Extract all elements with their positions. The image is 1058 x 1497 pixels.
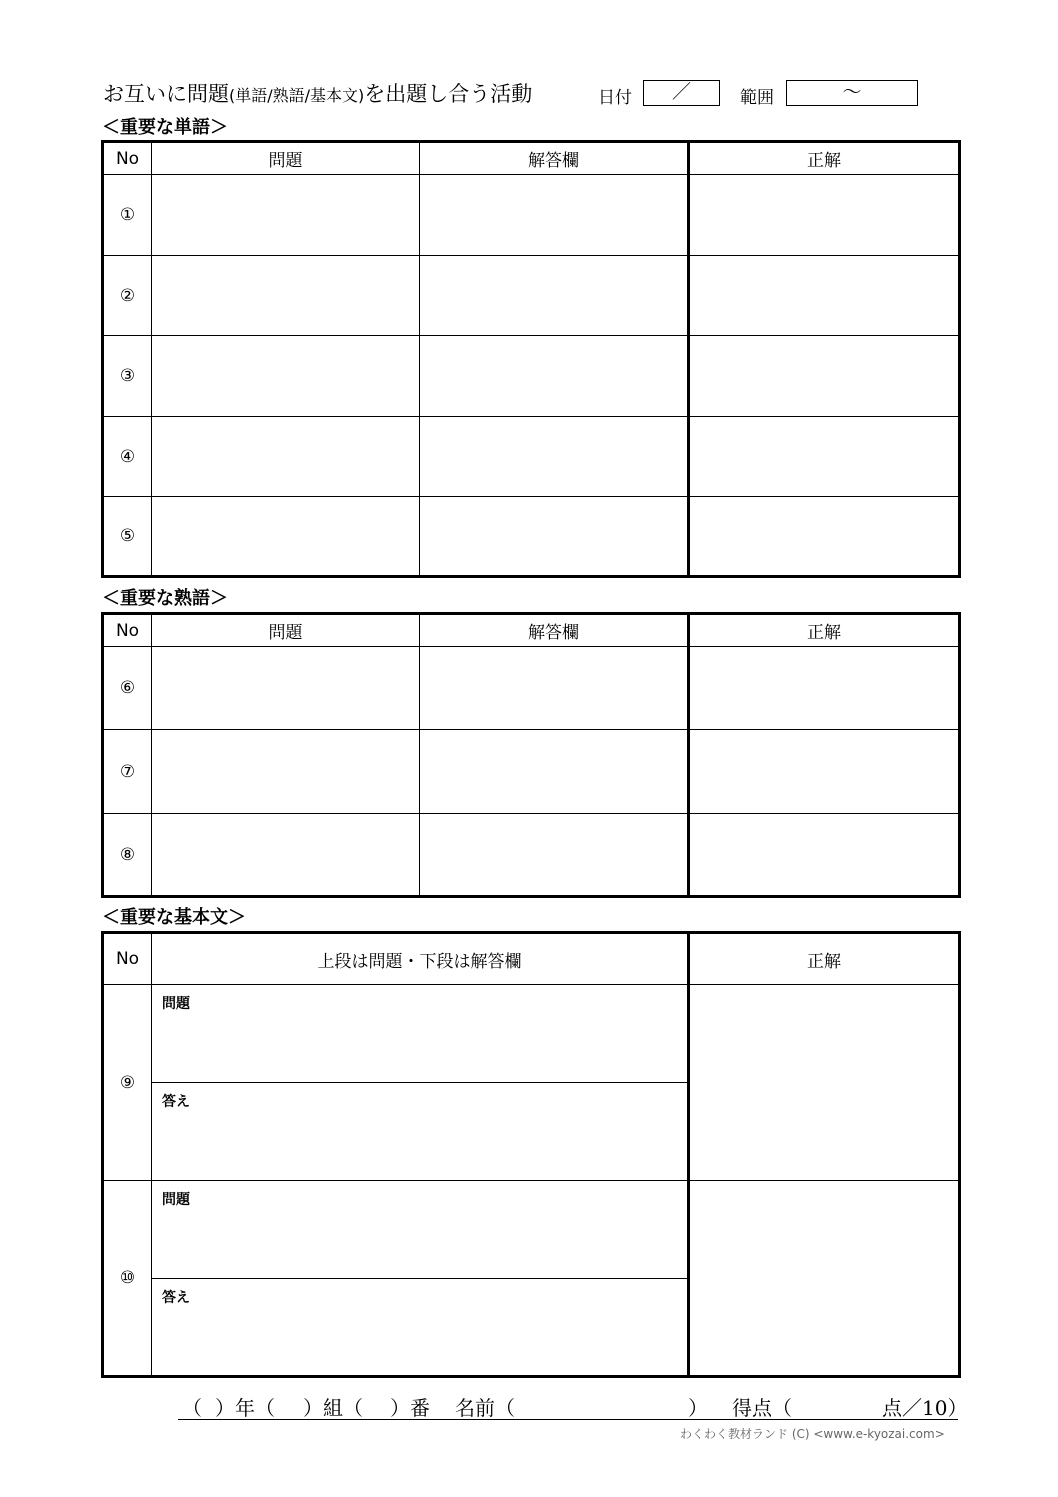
row-number: ①	[103, 175, 152, 256]
correct-cell[interactable]	[689, 985, 960, 1181]
question-cell[interactable]	[152, 175, 420, 256]
answer-label: 答え	[162, 1290, 190, 1306]
col-correct: 正解	[689, 933, 960, 985]
correct-cell[interactable]	[689, 647, 960, 730]
title-part-1: お互いに問題	[103, 82, 229, 106]
worksheet-title	[103, 78, 532, 108]
correct-cell[interactable]	[689, 336, 960, 417]
correct-cell[interactable]	[689, 1181, 960, 1377]
footer-class: ）組（	[303, 1396, 363, 1420]
row-number: ③	[103, 336, 152, 417]
row-number: ⑥	[103, 647, 152, 730]
col-no: No	[103, 614, 152, 647]
answer-label: 答え	[162, 1094, 190, 1110]
row-number: ⑧	[103, 814, 152, 897]
table-row	[103, 730, 960, 814]
col-answer: 解答欄	[420, 142, 689, 175]
answer-cell[interactable]	[420, 336, 689, 417]
date-label: 日付	[598, 88, 632, 108]
col-no: No	[103, 933, 152, 985]
phrases-header-row	[103, 614, 960, 647]
answer-cell[interactable]	[152, 1279, 689, 1377]
sentences-header-row	[103, 933, 960, 985]
footer-paren-open: （	[182, 1396, 202, 1420]
table-row	[103, 647, 960, 730]
footer-score-suffix: 点／10）	[882, 1396, 968, 1420]
col-correct: 正解	[689, 142, 960, 175]
correct-cell[interactable]	[689, 256, 960, 336]
footer-year: ）年（	[215, 1396, 275, 1420]
answer-cell[interactable]	[152, 1083, 689, 1181]
correct-cell[interactable]	[689, 814, 960, 897]
question-cell[interactable]	[152, 336, 420, 417]
title-part-2: を出題し合う活動	[364, 82, 533, 106]
answer-cell[interactable]	[420, 814, 689, 897]
words-table	[101, 140, 961, 578]
col-answer: 解答欄	[420, 614, 689, 647]
col-question: 問題	[152, 142, 420, 175]
col-sentence-header: 上段は問題・下段は解答欄	[152, 933, 689, 985]
row-number: ⑩	[103, 1181, 152, 1377]
answer-cell[interactable]	[420, 256, 689, 336]
answer-cell[interactable]	[420, 175, 689, 256]
section-sentences-heading: ＜重要な基本文＞	[102, 907, 246, 928]
question-cell[interactable]	[152, 814, 420, 897]
table-row	[103, 497, 960, 577]
answer-cell[interactable]	[420, 647, 689, 730]
question-cell[interactable]	[152, 647, 420, 730]
question-cell[interactable]	[152, 1181, 689, 1279]
footer-underline	[178, 1419, 958, 1420]
table-row	[103, 985, 960, 1083]
footer-score-label: 得点（	[732, 1396, 792, 1420]
sentences-table	[101, 931, 961, 1378]
table-row	[103, 336, 960, 417]
row-number: ②	[103, 256, 152, 336]
footer-name-label: 名前（	[455, 1396, 515, 1420]
row-number: ⑦	[103, 730, 152, 814]
section-phrases-heading: ＜重要な熟語＞	[102, 588, 228, 609]
copyright-credit: わくわく教材ランド (C) <www.e-kyozai.com>	[680, 1427, 945, 1441]
row-number: ⑤	[103, 497, 152, 577]
correct-cell[interactable]	[689, 497, 960, 577]
correct-cell[interactable]	[689, 175, 960, 256]
footer-name-close: ）	[688, 1396, 708, 1420]
range-field[interactable]: ～	[786, 80, 918, 106]
question-cell[interactable]	[152, 985, 689, 1083]
row-number: ④	[103, 417, 152, 497]
question-cell[interactable]	[152, 256, 420, 336]
correct-cell[interactable]	[689, 730, 960, 814]
question-cell[interactable]	[152, 497, 420, 577]
table-row	[103, 1181, 960, 1279]
phrases-table	[101, 612, 961, 898]
col-no: No	[103, 142, 152, 175]
question-cell[interactable]	[152, 730, 420, 814]
correct-cell[interactable]	[689, 417, 960, 497]
date-field[interactable]: ／	[643, 80, 720, 106]
answer-cell[interactable]	[420, 497, 689, 577]
col-correct: 正解	[689, 614, 960, 647]
question-label: 問題	[162, 996, 190, 1012]
table-row	[103, 814, 960, 897]
table-row	[103, 256, 960, 336]
footer-number: ）番	[390, 1396, 430, 1420]
question-label: 問題	[162, 1192, 190, 1208]
col-question: 問題	[152, 614, 420, 647]
title-small: (単語/熟語/基本文)	[229, 86, 365, 105]
answer-cell[interactable]	[420, 417, 689, 497]
row-number: ⑨	[103, 985, 152, 1181]
range-label: 範囲	[740, 88, 774, 108]
answer-cell[interactable]	[420, 730, 689, 814]
words-header-row	[103, 142, 960, 175]
question-cell[interactable]	[152, 417, 420, 497]
table-row	[103, 175, 960, 256]
section-words-heading: ＜重要な単語＞	[102, 117, 228, 138]
table-row	[103, 417, 960, 497]
